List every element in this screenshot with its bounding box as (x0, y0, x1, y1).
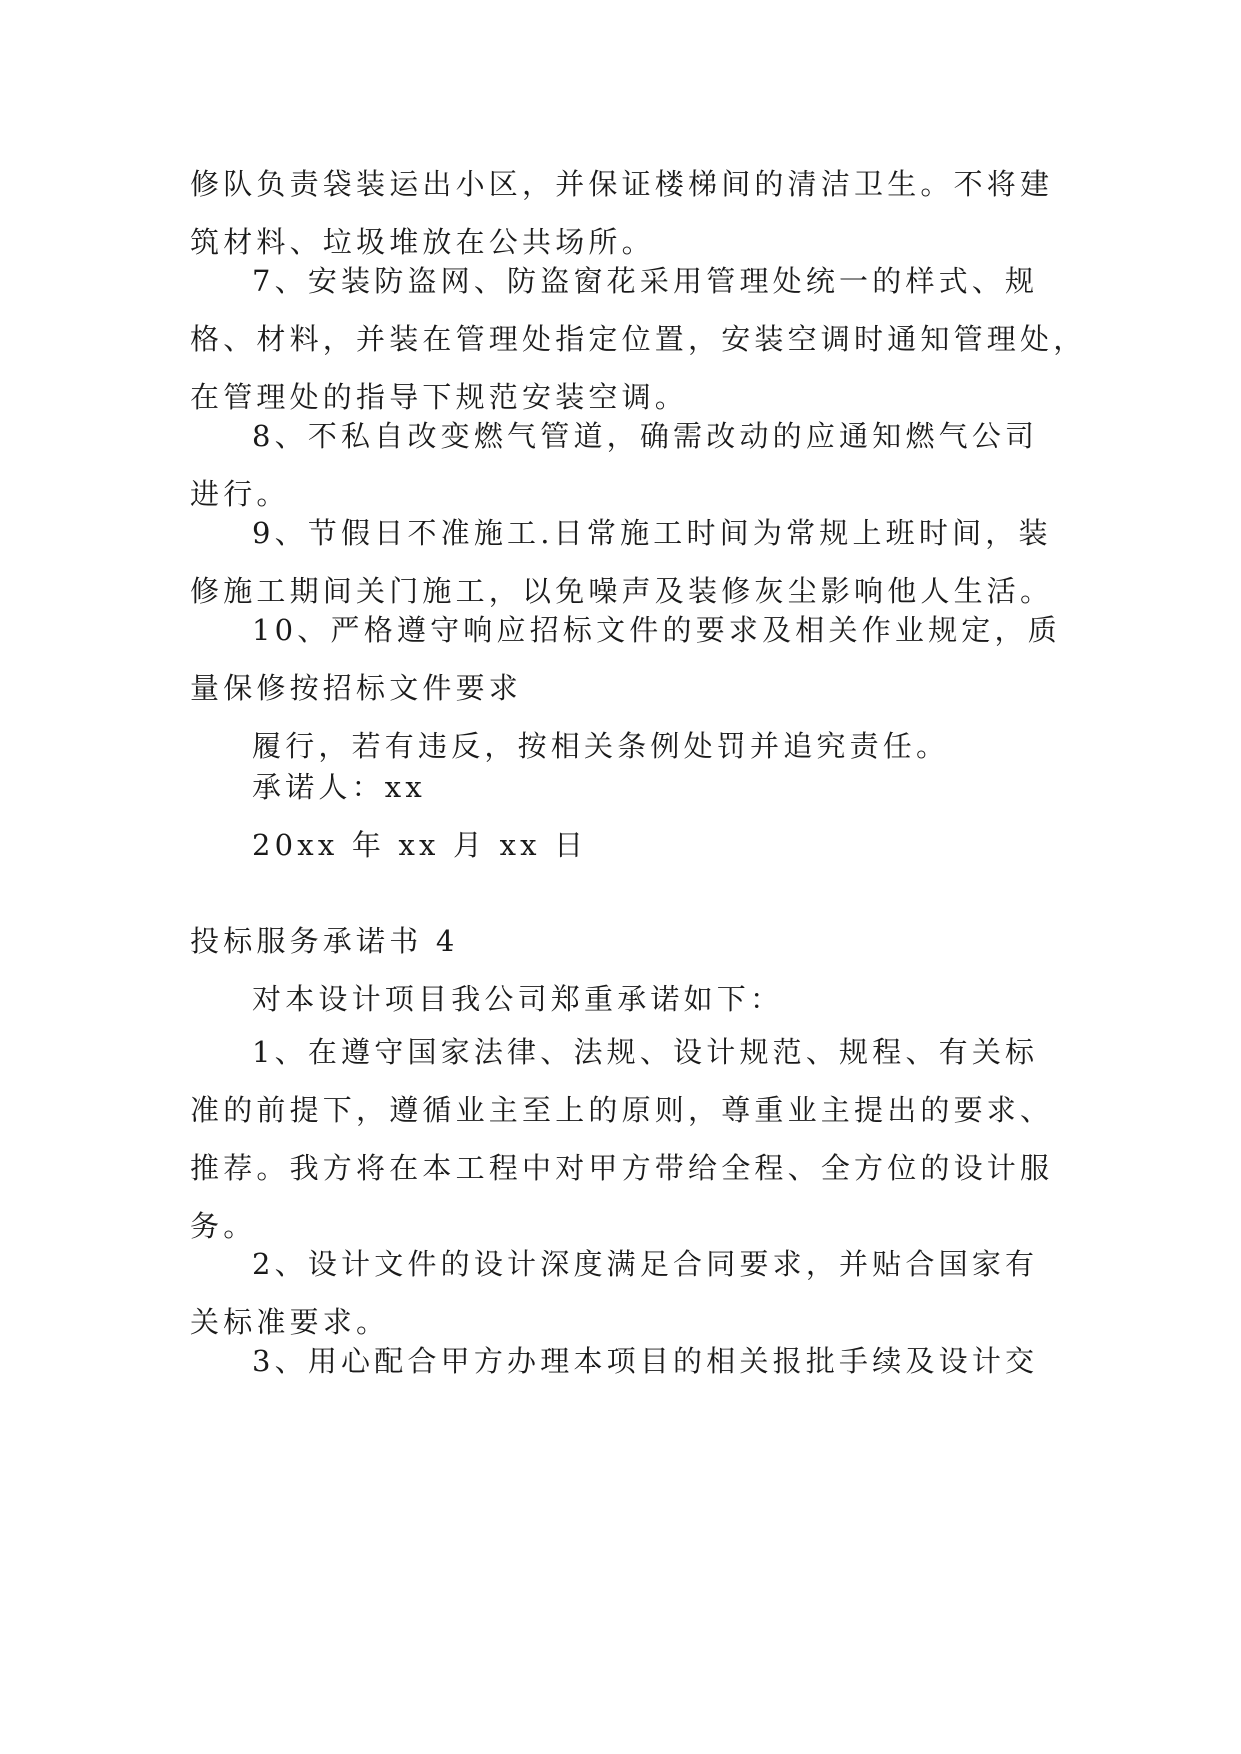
text-line: 8、不私自改变燃气管道，确需改动的应通知燃气公司 (252, 419, 1039, 453)
text-line: 修队负责袋装运出小区，并保证楼梯间的清洁卫生。不将建 (190, 167, 1054, 201)
text-line: 进行。 (190, 477, 290, 511)
text-line: 关标准要求。 (190, 1305, 390, 1339)
paragraph-10 (190, 601, 1061, 775)
text-line: 量保修按招标文件要求 (190, 671, 523, 705)
signature-block (190, 758, 1052, 874)
text-line: 修施工期间关门施工，以免噪声及装修灰尘影响他人生活。 (190, 574, 1054, 608)
text-line: 3、用心配合甲方办理本项目的相关报批手续及设计交 (252, 1344, 1039, 1378)
text-line: 格、材料，并装在管理处指定位置，安装空调时通知管理处， (190, 322, 1087, 356)
text-line: 准的前提下，遵循业主至上的原则，尊重业主提出的要求、 (190, 1093, 1054, 1127)
text-line: 1、在遵守国家法律、法规、设计规范、规程、有关标 (252, 1035, 1039, 1069)
text-line: 履行，若有违反，按相关条例处罚并追究责任。 (252, 729, 950, 763)
signer-line: 承诺人：xx (252, 770, 426, 804)
text-line: 在管理处的指导下规范安装空调。 (190, 380, 689, 414)
text-line: 2、设计文件的设计深度满足合同要求，并贴合国家有 (252, 1247, 1039, 1281)
paragraph-1 (190, 1023, 1052, 1255)
date-line: 20xx 年 xx 月 xx 日 (252, 828, 588, 862)
text-line: 筑材料、垃圾堆放在公共场所。 (190, 225, 655, 259)
text-line: 9、节假日不准施工.日常施工时间为常规上班时间，装 (252, 516, 1052, 550)
paragraph-7 (190, 252, 1087, 426)
section-heading (190, 912, 1052, 1028)
paragraph-3 (190, 1332, 1052, 1390)
text-line: 务。 (190, 1209, 257, 1243)
text-line: 对本设计项目我公司郑重承诺如下： (252, 982, 784, 1016)
text-line: 7、安装防盗网、防盗窗花采用管理处统一的样式、规 (252, 264, 1039, 298)
text-line: 推荐。我方将在本工程中对甲方带给全程、全方位的设计服 (190, 1151, 1054, 1185)
section-title: 投标服务承诺书 4 (190, 924, 459, 958)
text-line: 10、严格遵守响应招标文件的要求及相关作业规定，质 (252, 613, 1061, 647)
